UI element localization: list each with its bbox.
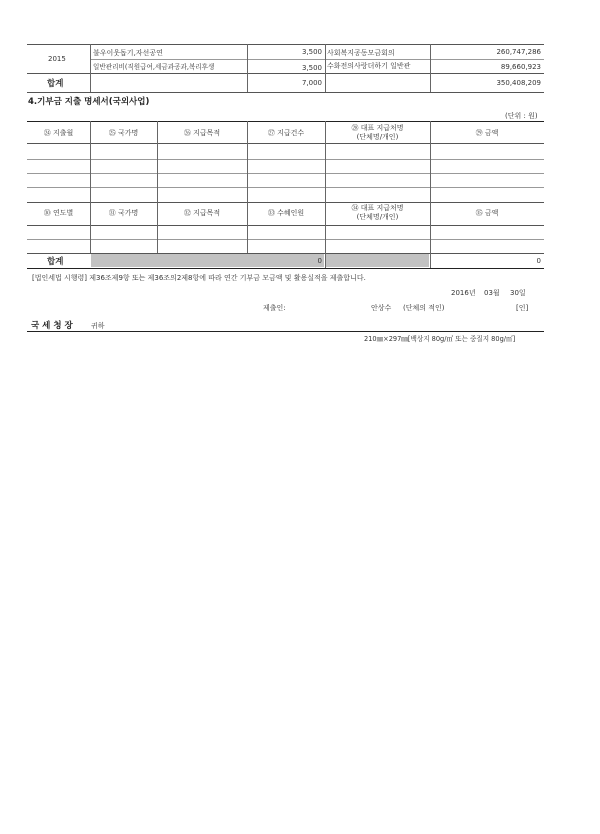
row1-content: 불우이웃돕기,자선공연 <box>93 49 163 57</box>
header-amount-2: ㉟ 금액 <box>475 209 499 217</box>
row1-total: 260,747,286 <box>496 48 541 56</box>
header-beneficiaries: ㉝ 수혜인원 <box>267 209 305 217</box>
header-country-name-2: ㉛ 국가명 <box>108 209 139 217</box>
date-year: 2016년 <box>451 289 476 297</box>
top-sum-amount: 7,000 <box>301 79 322 87</box>
overseas-sum-amount: 0 <box>536 257 541 265</box>
header-payee-name-2: ㉞ 대표 지급처명 <box>351 204 404 212</box>
submitter-name: 안상수 <box>371 304 392 312</box>
top-sum-label: 합계 <box>47 79 64 89</box>
header-country-name: ㉕ 국가명 <box>108 129 139 137</box>
footer-rule <box>27 331 544 332</box>
row2-total: 89,660,923 <box>500 63 541 71</box>
header-payee-type-2: (단체명/개인) <box>356 213 399 221</box>
header-expense-month: ㉔ 지출월 <box>43 129 74 137</box>
year-cell: 2015 <box>48 55 66 63</box>
submitter-note: (단체의 적인) <box>403 304 445 312</box>
submitter-label: 제출인: <box>263 304 286 312</box>
seal-mark: [인] <box>516 304 529 312</box>
addressee: 국 세 청 장 <box>31 321 73 331</box>
row2-recipient: 수화전의사랑더하기 일반관 <box>327 62 411 70</box>
unit-label: (단위 : 원) <box>505 112 538 120</box>
overseas-sum-label: 합계 <box>47 257 64 267</box>
section4-title: 4.기부금 지출 명세서(국외사업) <box>28 97 150 107</box>
header-amount: ㉙ 금액 <box>475 129 499 137</box>
paper-spec: 210㎜×297㎜[백상지 80g/㎡ 또는 중질지 80g/㎡] <box>364 335 516 343</box>
date-month: 03월 <box>484 289 500 297</box>
row1-recipient: 사회복지공동모금회의 <box>327 49 395 57</box>
header-payment-count: ㉗ 지급건수 <box>267 129 305 137</box>
top-sum-total: 350,408,209 <box>496 79 541 87</box>
row2-content: 일반관리비(직원급여,세금과공과,복리후생 <box>93 63 215 71</box>
header-payment-purpose: ㉖ 지급목적 <box>183 129 221 137</box>
legal-statement: [법인세법 시행령] 제36조제9항 또는 제36조의2제8항에 따라 연간 기부금 모금액 및 활용실적을 제출합니다. <box>32 274 366 282</box>
row2-amount: 3,500 <box>301 64 322 72</box>
header-by-year: ㉚ 연도별 <box>43 209 74 217</box>
date-day: 30일 <box>510 289 526 297</box>
overseas-sum-count: 0 <box>317 257 322 265</box>
addressee-suffix: 귀하 <box>91 322 105 330</box>
row1-amount: 3,500 <box>301 48 322 56</box>
header-payee-type: (단체명/개인) <box>356 133 399 141</box>
sum-gray-block-2 <box>326 254 429 267</box>
header-payee-name: ㉘ 대표 지급처명 <box>351 124 404 132</box>
header-payment-purpose-2: ㉜ 지급목적 <box>183 209 221 217</box>
